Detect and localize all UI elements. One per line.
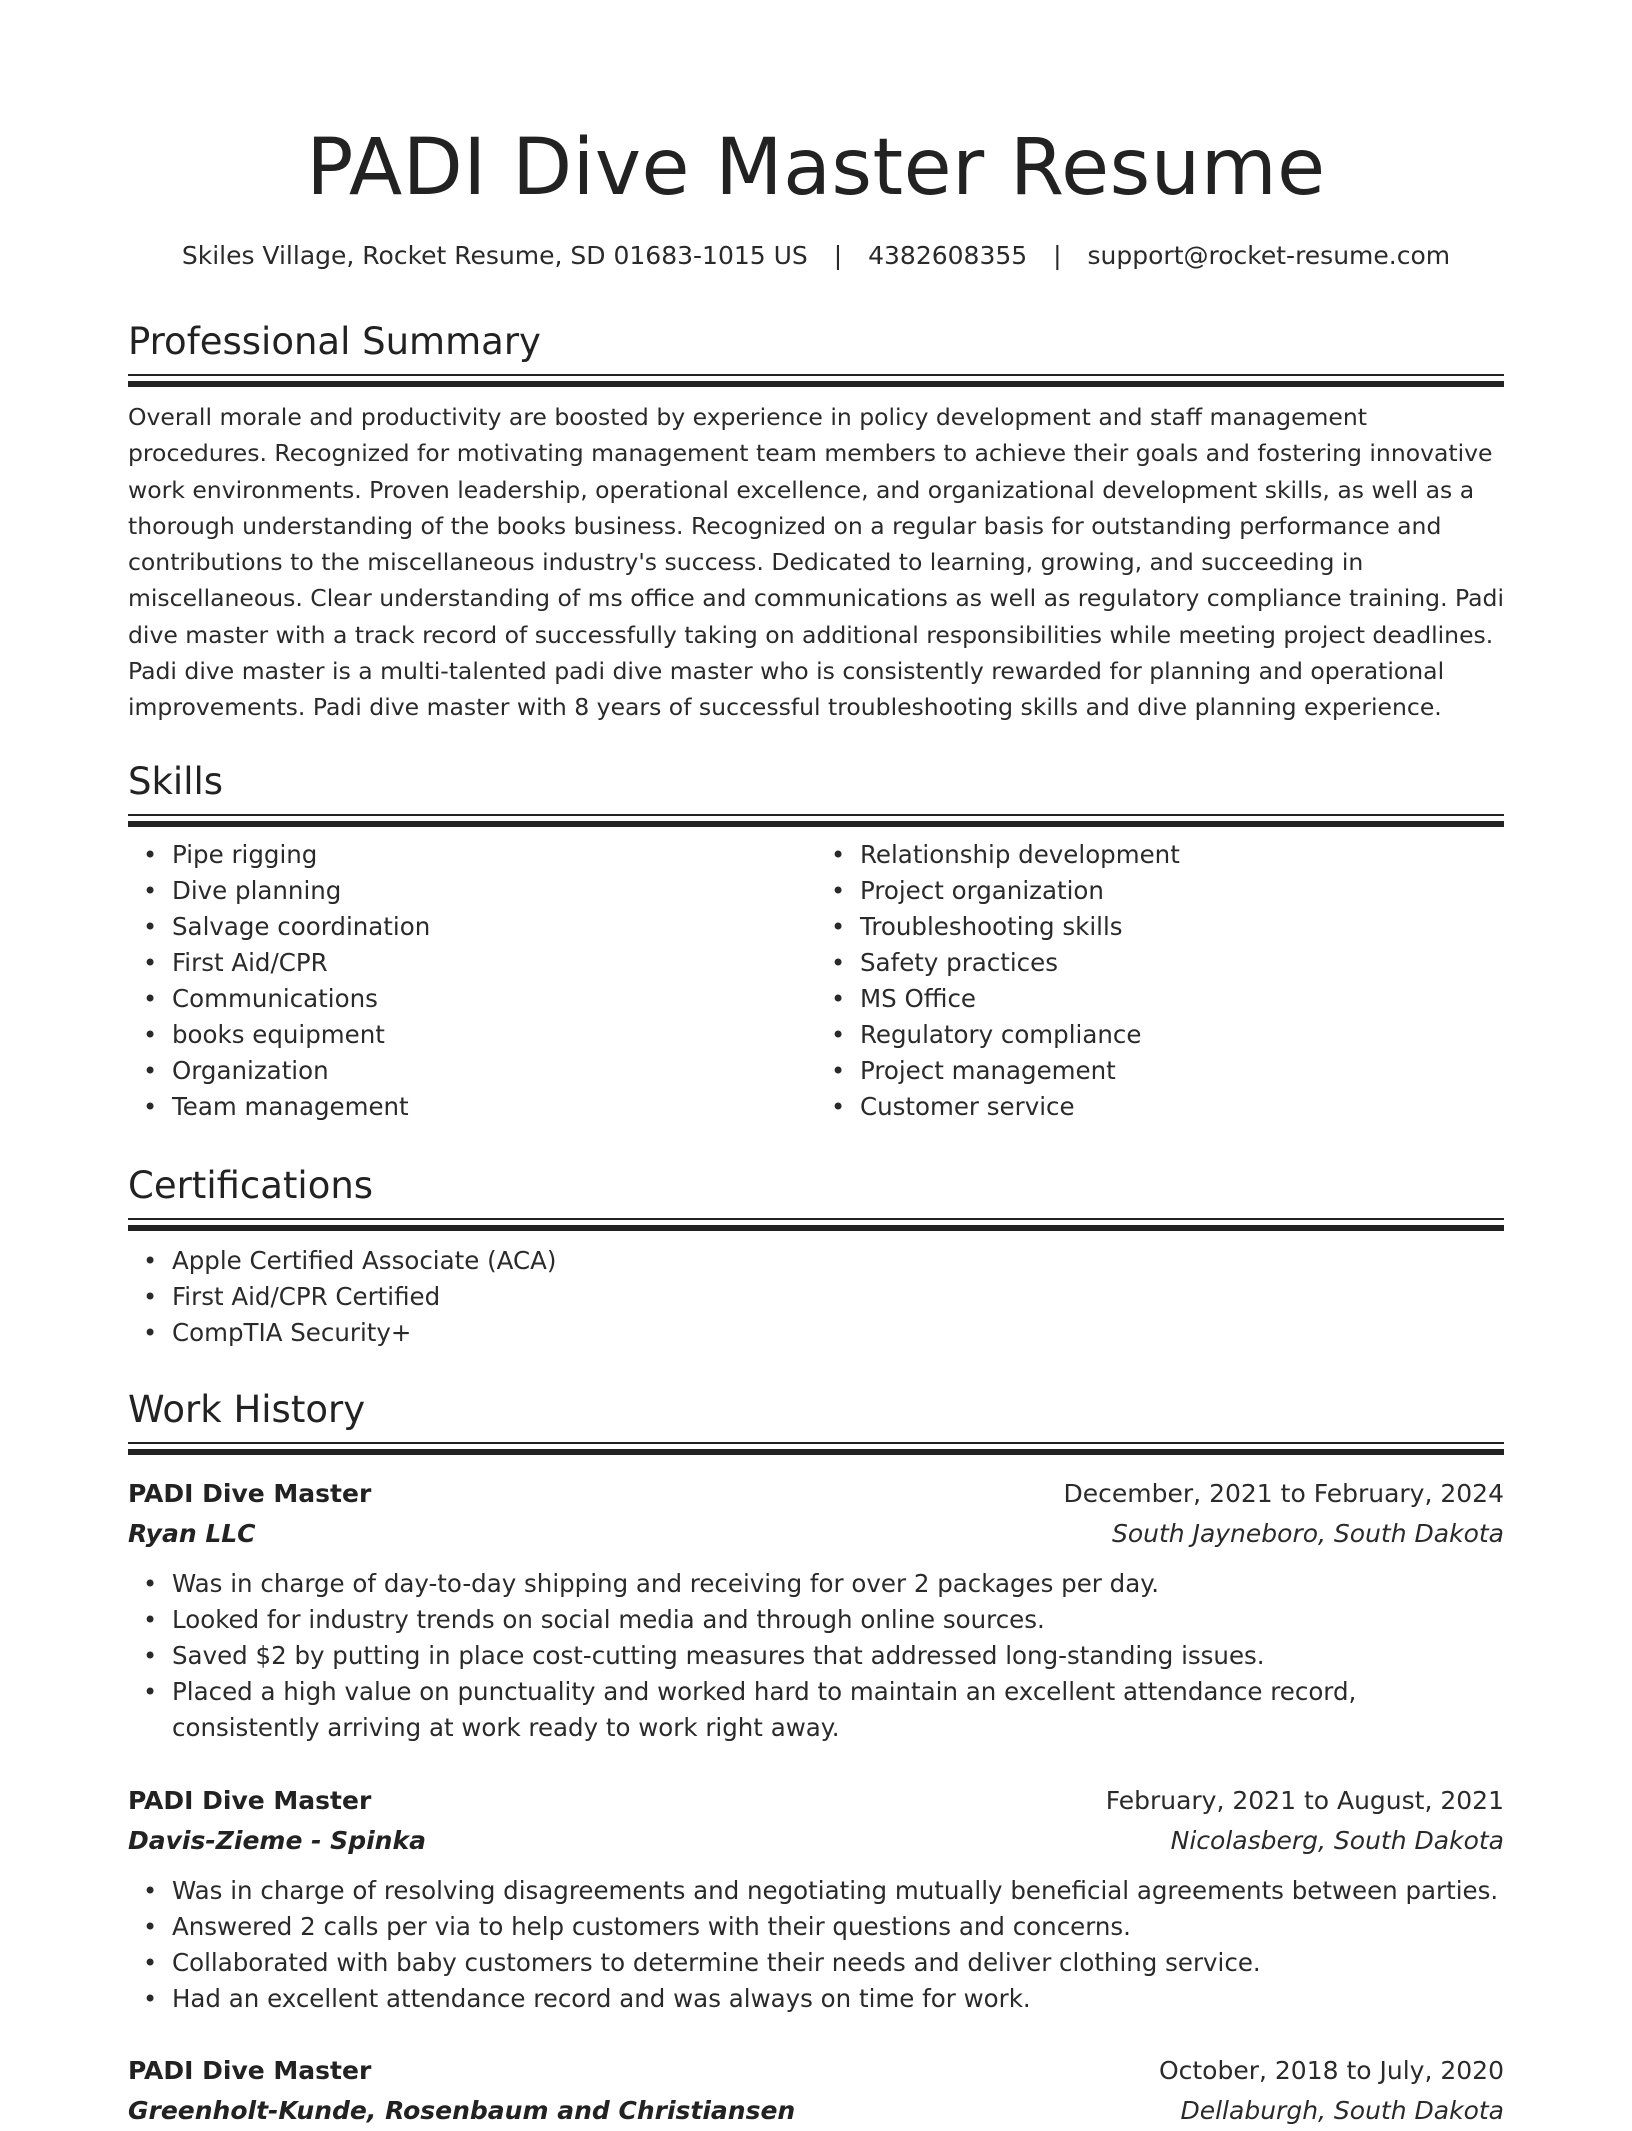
job-entry <box>128 1781 1504 2017</box>
job-location: Dellaburgh, South Dakota <box>1180 2096 1504 2125</box>
skill-item: • Dive planning <box>172 873 816 909</box>
summary-section <box>128 318 1504 726</box>
skill-item: • Troubleshooting skills <box>860 909 1504 945</box>
job-location: South Jayneboro, South Dakota <box>1111 1519 1504 1548</box>
job-duty: • Placed a high value on punctuality and worked hard to maintain an excellent attendance record, consistently arriving at work ready to work right away. <box>172 1674 1504 1746</box>
skills-section <box>128 758 1504 1125</box>
job-duty: • Looked for industry trends on social media and through online sources. <box>172 1602 1504 1638</box>
skill-item: • Customer service <box>860 1089 1504 1125</box>
job-duty: • Collaborated with baby customers to determine their needs and deliver clothing service. <box>172 1945 1504 1981</box>
skill-item: • Relationship development <box>860 837 1504 873</box>
skill-item: • Team management <box>172 1089 816 1125</box>
job-location: Nicolasberg, South Dakota <box>1170 1826 1504 1855</box>
summary-text: Overall morale and productivity are boosted by experience in policy development and staff management procedures. Recognized for motivating management team members to achieve their goals and fostering innovative work environments. Proven leadership, operational excellence, and organizational development skills, as well as a thorough understanding of the books business. Recognized on a regular basis for outstanding performance and contributions to the miscellaneous industry's success. Dedicated to learning, growing, and succeeding in miscellaneous. Clear understanding of ms office and communications as well as regulatory compliance training. Padi dive master with a track record of successfully taking on additional responsibilities while meeting project deadlines. Padi dive master is a multi-talented padi dive master who is consistently rewarded for planning and operational improvements. Padi dive master with 8 years of successful troubleshooting skills and dive planning experience. <box>128 403 1505 722</box>
summary-heading: Professional Summary <box>128 320 541 363</box>
contact-separator: | <box>1053 241 1062 270</box>
job-duty: • Answered 2 calls per via to help customers with their questions and concerns. <box>172 1909 1504 1945</box>
skills-left-list <box>128 837 816 1125</box>
certifications-section <box>128 1162 1504 1351</box>
job-duties-list <box>128 1873 1504 2017</box>
skill-item: • Project management <box>860 1053 1504 1089</box>
skills-heading: Skills <box>128 760 224 803</box>
contact-address: Skiles Village, Rocket Resume, SD 01683-1015 US <box>181 241 808 270</box>
skill-item: • books equipment <box>172 1017 816 1053</box>
contact-separator: | <box>833 241 843 270</box>
certifications-list <box>128 1243 1504 1351</box>
skill-item: • Salvage coordination <box>172 909 816 945</box>
section-divider <box>128 374 1504 385</box>
contact-email: support@rocket-resume.com <box>1087 241 1451 270</box>
job-dates: October, 2018 to July, 2020 <box>1158 2056 1504 2085</box>
certification-item: • First Aid/CPR Certified <box>172 1279 1504 1315</box>
skill-item: • First Aid/CPR <box>172 945 816 981</box>
skills-right-list <box>816 837 1504 1125</box>
contact-phone: 4382608355 <box>868 241 1028 270</box>
skill-item: • MS Office <box>860 981 1504 1017</box>
skill-item: • Pipe rigging <box>172 837 816 873</box>
skill-item: • Organization <box>172 1053 816 1089</box>
work-history-section <box>128 1386 1504 1453</box>
skill-item: • Communications <box>172 981 816 1017</box>
job-dates: February, 2021 to August, 2021 <box>1105 1786 1504 1815</box>
job-duty: • Had an excellent attendance record and was always on time for work. <box>172 1981 1504 2017</box>
section-divider <box>128 1442 1504 1453</box>
section-divider <box>128 814 1504 825</box>
job-company: Davis-Zieme - Spinka <box>128 1826 426 1855</box>
work-history-heading: Work History <box>128 1388 366 1431</box>
job-duties-list <box>128 1566 1504 1746</box>
certifications-heading: Certifications <box>128 1164 374 1207</box>
section-divider <box>128 1218 1504 1229</box>
job-duty: • Saved $2 by putting in place cost-cutting measures that addressed long-standing issues. <box>172 1638 1504 1674</box>
job-title: PADI Dive Master <box>128 2056 372 2085</box>
job-dates: December, 2021 to February, 2024 <box>1063 1479 1504 1508</box>
contact-line <box>128 238 1504 274</box>
skill-item: • Regulatory compliance <box>860 1017 1504 1053</box>
job-company: Greenholt-Kunde, Rosenbaum and Christiansen <box>128 2096 796 2125</box>
certification-item: • CompTIA Security+ <box>172 1315 1504 1351</box>
skills-columns <box>128 837 1504 1125</box>
job-title: PADI Dive Master <box>128 1786 372 1815</box>
job-duty: • Was in charge of day-to-day shipping and receiving for over 2 packages per day. <box>172 1566 1504 1602</box>
job-entry <box>128 1474 1504 1746</box>
job-title: PADI Dive Master <box>128 1479 372 1508</box>
job-duty: • Was in charge of resolving disagreements and negotiating mutually beneficial agreements between parties. <box>172 1873 1504 1909</box>
skill-item: • Project organization <box>860 873 1504 909</box>
skill-item: • Safety practices <box>860 945 1504 981</box>
job-entry <box>128 2051 1504 2131</box>
certification-item: • Apple Certified Associate (ACA) <box>172 1243 1504 1279</box>
resume-title: PADI Dive Master Resume <box>306 123 1326 213</box>
job-company: Ryan LLC <box>128 1519 256 1548</box>
